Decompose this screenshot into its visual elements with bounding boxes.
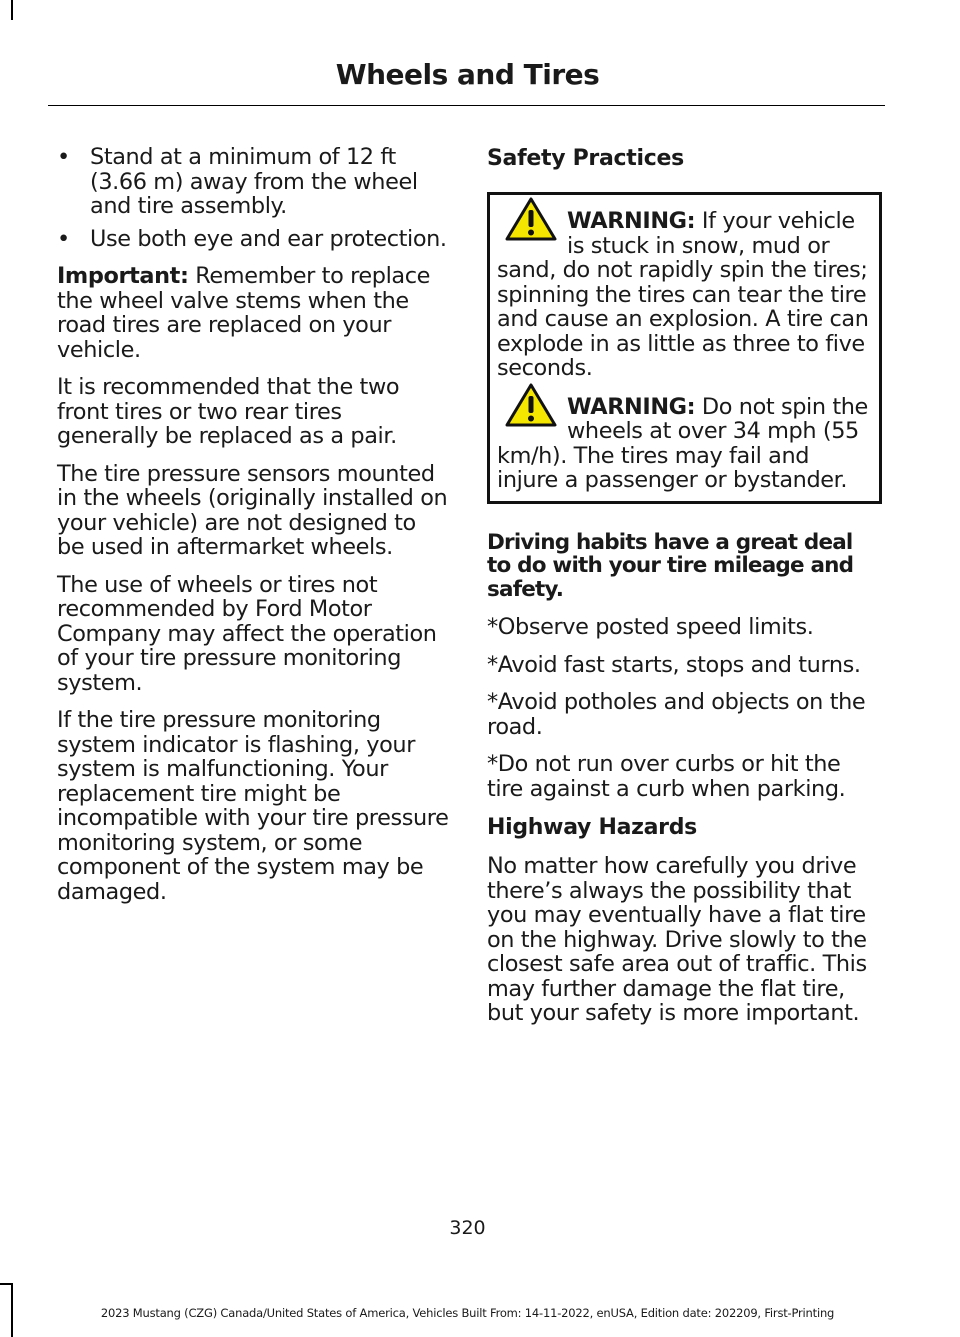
warning-triangle-icon [505,383,557,427]
important-text: Remember to replace the wheel valve stems when the road tires are replaced on your vehicle. [57,263,431,363]
tip: *Observe posted speed limits. [487,614,814,640]
warning-triangle-icon [505,197,557,241]
warning-text: Do not spin the wheels at over 34 mph (55 km/h). The tires may fail and injure a passenger or bystander. [497,393,868,493]
list-item [57,145,449,219]
bullet-list [57,145,449,251]
paragraph: The use of wheels or tires not recommended by Ford Motor Company may affect the operation of your tire pressure monitoring system. [57,571,437,696]
paragraph: No matter how carefully you drive there’s always the possibility that you may eventually have a flat tire on the highway. Drive slowly to the closest safe area out of traffic. This may further damage the flat tire, but your safety is more important. [487,853,867,1026]
warning-label: WARNING: [567,393,696,420]
tip: *Do not run over curbs or hit the tire against a curb when parking. [487,751,846,802]
warning-label: WARNING: [567,208,696,234]
tip: *Avoid potholes and objects on the road. [487,689,866,740]
section-title-highway-hazards: Highway Hazards [487,815,697,840]
header-divider [48,105,885,106]
bullet-marker: • [57,144,70,170]
page-title: Wheels and Tires [335,58,600,91]
driving-habits-heading: Driving habits have a great deal to do with your tire mileage and safety. [487,529,854,602]
warning-notice [497,209,872,381]
footer-text: 2023 Mustang (CZG) Canada/United States of America, Vehicles Built From: 14-11-2022, enUSA, Edition date: 202209, First-Printing [100,1306,835,1320]
bullet-text: Use both eye and ear protection. [90,225,447,252]
list-item [57,227,449,252]
crop-mark-bottom-left-horizontal [0,1283,12,1285]
section-title-safety-practices: Safety Practices [487,146,684,171]
warning-text: If your vehicle is stuck in snow, mud or sand, do not rapidly spin the tires; spinning the tires can tear the tire and cause an explosion. A tire can explode in as little as three to five seconds. [497,208,869,381]
right-column [487,145,882,1039]
bullet-text: Stand at a minimum of 12 ft (3.66 m) away from the wheel and tire assembly. [90,144,418,219]
paragraph: The tire pressure sensors mounted in the wheels (originally installed on your vehicle) are not designed to be used in aftermarket wheels. [57,460,448,560]
important-label: Important: [57,263,189,289]
page-number: 320 [449,1217,486,1239]
warning-box [487,192,882,504]
important-note [57,264,449,362]
left-column [57,145,449,917]
paragraph: It is recommended that the two front tires or two rear tires generally be replaced as a pair. [57,374,400,449]
bullet-marker: • [57,225,70,252]
paragraph: If the tire pressure monitoring system indicator is flashing, your system is malfunctioning. Your replacement tire might be incompatible with your tire pressure monitoring system, or some component of the system may be damaged. [57,707,449,905]
crop-mark-top-left [11,0,13,20]
warning-notice [497,395,872,493]
tip: *Avoid fast starts, stops and turns. [487,651,861,678]
